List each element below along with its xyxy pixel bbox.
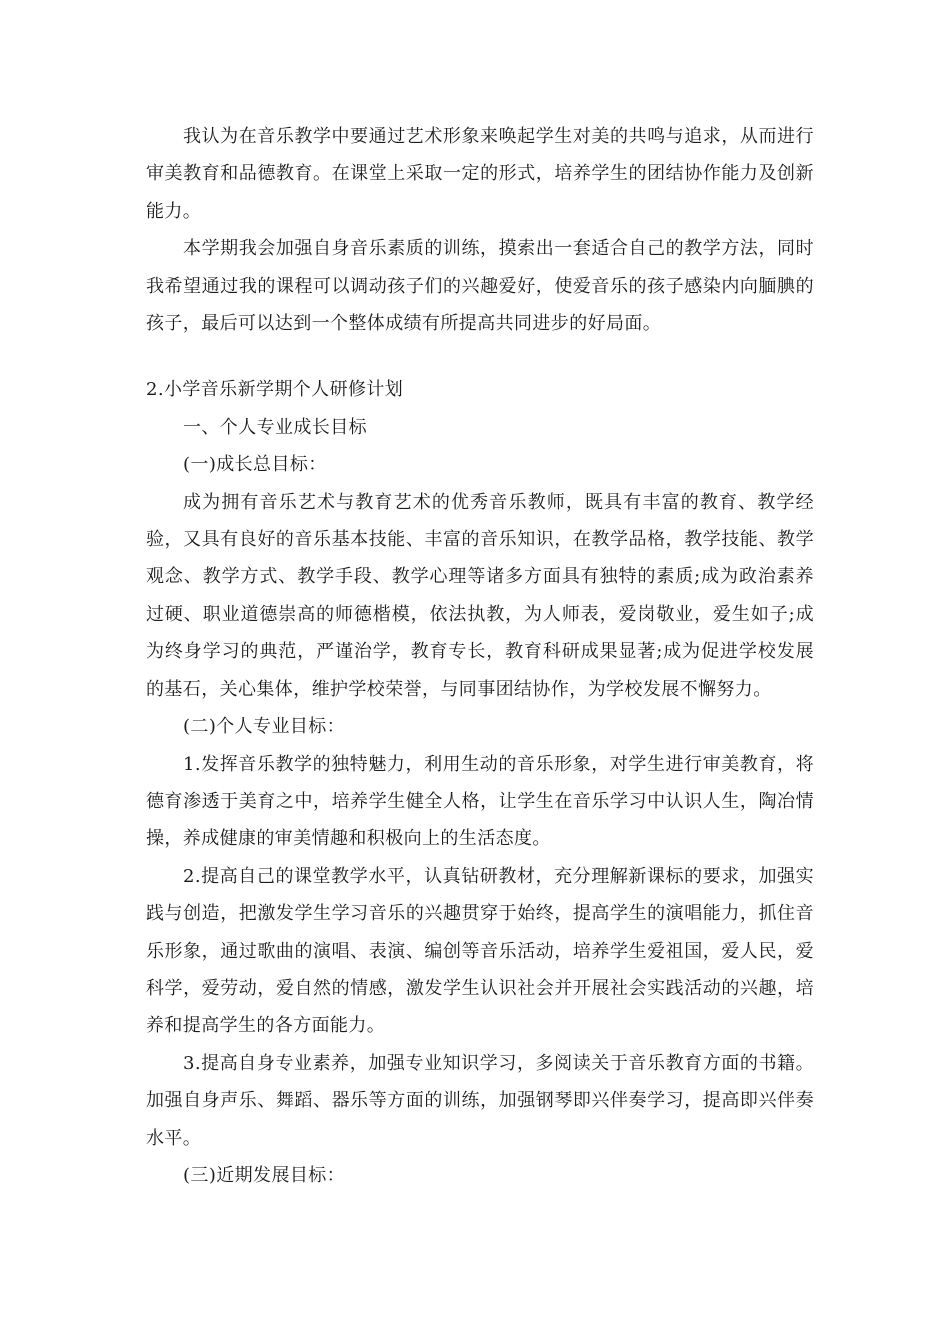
heading-personal-goal: (二)个人专业目标：	[183, 716, 346, 738]
heading-near-term-goal: (三)近期发展目标：	[183, 1164, 346, 1186]
paragraph-semester-plan: 本学期我会加强自身音乐素质的训练，摸索出一套适合自己的教学方法，同时我希望通过我的课程可以调动孩子们的兴趣爱好，使爱音乐的孩子感染内向腼腆的孩子，最后可以达到一个整体成绩有所提高共同进步的好局面。	[146, 238, 814, 335]
document-body	[146, 118, 814, 1194]
paragraph-overall-goal: 成为拥有音乐艺术与教育艺术的优秀音乐教师，既具有丰富的教育、教学经验，又具有良好的音乐基本技能、丰富的音乐知识，在教学品格，教学技能、教学观念、教学方式、教学手段、教学心理等诸多方面具有独特的素质;成为政治素养过硬、职业道德崇高的师德楷模，依法执教，为人师表，爱岗敬业，爱生如子;成为终身学习的典范，严谨治学，教育专长，教育科研成果显著;成为促进学校发展的基石，关心集体，维护学校荣誉，与同事团结协作，为学校发展不懈努力。	[146, 491, 814, 700]
paragraph-goal-1: 1.发挥音乐教学的独特魅力，利用生动的音乐形象，对学生进行审美教育，将德育渗透于美育之中，培养学生健全人格，让学生在音乐学习中认识人生，陶冶情操，养成健康的审美情趣和积极向上的生活态度。	[146, 753, 814, 850]
paragraph-aesthetic-education: 我认为在音乐教学中要通过艺术形象来唤起学生对美的共鸣与追求，从而进行审美教育和品德教育。在课堂上采取一定的形式，培养学生的团结协作能力及创新能力。	[146, 126, 814, 222]
paragraph-goal-2: 2.提高自己的课堂教学水平，认真钻研教材，充分理解新课标的要求，加强实践与创造，把激发学生学习音乐的兴趣贯穿于始终，提高学生的演唱能力，抓住音乐形象，通过歌曲的演唱、表演、编创等音乐活动，培养学生爱祖国，爱人民，爱科学，爱劳动，爱自然的情感，激发学生认识社会并开展社会实践活动的兴趣，培养和提高学生的各方面能力。	[146, 865, 814, 1037]
heading-overall-goal: (一)成长总目标：	[183, 454, 327, 476]
heading-professional-growth: 一、个人专业成长目标	[183, 416, 367, 438]
section-title: 2.小学音乐新学期个人研修计划	[146, 379, 404, 401]
paragraph-goal-3: 3.提高自身专业素养，加强专业知识学习，多阅读关于音乐教育方面的书籍。加强自身声乐、舞蹈、器乐等方面的训练，加强钢琴即兴伴奏学习，提高即兴伴奏水平。	[146, 1052, 814, 1149]
